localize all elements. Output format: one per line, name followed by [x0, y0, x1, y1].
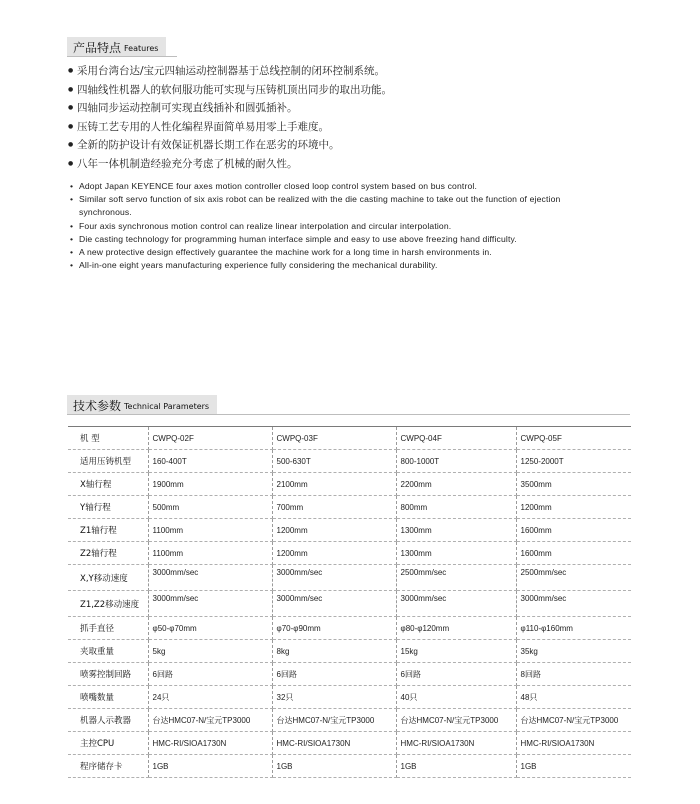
param-value: HMC-RI/SIOA1730N — [516, 732, 631, 755]
feature-cn-item: ● 四轴同步运动控制可实现直线插补和圆弧插补。 — [68, 99, 392, 118]
param-value: HMC-RI/SIOA1730N — [396, 732, 516, 755]
param-value: 1GB — [148, 755, 272, 778]
feature-en-item: • A new protective design effectively guarantee the machine work for a long time in harsh environments in. — [70, 246, 570, 259]
param-value: 台达HMC07-N/宝元TP3000 — [272, 709, 396, 732]
params-row — [68, 686, 631, 709]
param-value: 3000mm/sec — [148, 591, 272, 617]
param-label: 抓手直径 — [68, 617, 148, 640]
param-value: 700mm — [272, 496, 396, 519]
param-value: CWPQ-04F — [396, 427, 516, 450]
param-value: 台达HMC07-N/宝元TP3000 — [148, 709, 272, 732]
param-value: 1250-2000T — [516, 450, 631, 473]
param-value: 2500mm/sec — [516, 565, 631, 591]
params-row — [68, 427, 631, 450]
params-title-en: Technical Parameters — [124, 402, 210, 411]
features-list-en — [70, 180, 570, 272]
params-row — [68, 519, 631, 542]
param-value: φ50-φ70mm — [148, 617, 272, 640]
param-value: 35kg — [516, 640, 631, 663]
param-value: 1GB — [396, 755, 516, 778]
params-row — [68, 663, 631, 686]
param-label: 机器人示教器 — [68, 709, 148, 732]
param-label: X,Y移动速度 — [68, 565, 148, 591]
param-value: 台达HMC07-N/宝元TP3000 — [516, 709, 631, 732]
param-value: 3000mm/sec — [148, 565, 272, 591]
features-tab — [67, 37, 166, 57]
param-label: Z2轴行程 — [68, 542, 148, 565]
feature-en-item: • All-in-one eight years manufacturing experience fully considering the mechanical durability. — [70, 259, 570, 272]
param-label: 夹取重量 — [68, 640, 148, 663]
param-value: 40只 — [396, 686, 516, 709]
feature-en-item: • Similar soft servo function of six axis robot can be realized with the die casting machine to take out the function of ejection synchronous. — [70, 193, 570, 219]
params-row — [68, 450, 631, 473]
param-value: 2200mm — [396, 473, 516, 496]
param-value: CWPQ-05F — [516, 427, 631, 450]
params-row — [68, 542, 631, 565]
params-tab — [67, 395, 217, 415]
param-value: 1300mm — [396, 519, 516, 542]
features-title-cn: 产品特点 — [73, 41, 122, 55]
features-list-cn — [68, 62, 392, 174]
params-row — [68, 565, 631, 591]
param-value: φ80-φ120mm — [396, 617, 516, 640]
params-row — [68, 591, 631, 617]
params-row — [68, 496, 631, 519]
param-value: 1200mm — [516, 496, 631, 519]
param-value: 3000mm/sec — [272, 565, 396, 591]
param-value: 1600mm — [516, 519, 631, 542]
features-title-en: Features — [124, 44, 159, 53]
param-value: 32只 — [272, 686, 396, 709]
param-value: 8回路 — [516, 663, 631, 686]
param-value: 3000mm/sec — [272, 591, 396, 617]
param-value: 15kg — [396, 640, 516, 663]
param-value: 2500mm/sec — [396, 565, 516, 591]
param-label: 程序储存卡 — [68, 755, 148, 778]
feature-cn-item: ● 八年一体机制造经验充分考虑了机械的耐久性。 — [68, 155, 392, 174]
params-table-body — [68, 427, 631, 778]
params-row — [68, 755, 631, 778]
feature-en-item: • Die casting technology for programming human interface simple and easy to use above freezing hand difficulty. — [70, 233, 570, 246]
param-label: X轴行程 — [68, 473, 148, 496]
param-label: 喷嘴数量 — [68, 686, 148, 709]
param-value: φ110-φ160mm — [516, 617, 631, 640]
param-label: 主控CPU — [68, 732, 148, 755]
feature-en-item: • Four axis synchronous motion control can realize linear interpolation and circular interpolation. — [70, 220, 570, 233]
param-label: 机 型 — [68, 427, 148, 450]
param-value: 1200mm — [272, 542, 396, 565]
feature-cn-item: ● 四轴线性机器人的软伺服功能可实现与压铸机顶出同步的取出功能。 — [68, 81, 392, 100]
params-row — [68, 617, 631, 640]
param-value: HMC-RI/SIOA1730N — [272, 732, 396, 755]
param-value: HMC-RI/SIOA1730N — [148, 732, 272, 755]
param-value: 1GB — [272, 755, 396, 778]
param-value: CWPQ-03F — [272, 427, 396, 450]
params-row — [68, 709, 631, 732]
param-value: 1GB — [516, 755, 631, 778]
param-label: Z1,Z2移动速度 — [68, 591, 148, 617]
params-table — [68, 426, 631, 778]
param-label: Y轴行程 — [68, 496, 148, 519]
param-value: φ70-φ90mm — [272, 617, 396, 640]
param-value: 台达HMC07-N/宝元TP3000 — [396, 709, 516, 732]
params-title-cn: 技术参数 — [73, 399, 122, 413]
param-label: 适用压铸机型 — [68, 450, 148, 473]
param-value: 3000mm/sec — [396, 591, 516, 617]
param-label: Z1轴行程 — [68, 519, 148, 542]
params-divider — [67, 414, 630, 415]
param-value: 6回路 — [396, 663, 516, 686]
param-value: 8kg — [272, 640, 396, 663]
param-value: 6回路 — [272, 663, 396, 686]
params-row — [68, 732, 631, 755]
param-value: 24只 — [148, 686, 272, 709]
feature-en-item: • Adopt Japan KEYENCE four axes motion controller closed loop control system based on bus control. — [70, 180, 570, 193]
param-value: 3000mm/sec — [516, 591, 631, 617]
param-value: 1100mm — [148, 542, 272, 565]
param-value: 2100mm — [272, 473, 396, 496]
param-value: 1200mm — [272, 519, 396, 542]
param-value: 160-400T — [148, 450, 272, 473]
param-value: 3500mm — [516, 473, 631, 496]
param-value: 6回路 — [148, 663, 272, 686]
param-value: 500mm — [148, 496, 272, 519]
feature-cn-item: ● 采用台湾台达/宝元四轴运动控制器基于总线控制的闭环控制系统。 — [68, 62, 392, 81]
features-divider — [67, 56, 177, 57]
param-value: CWPQ-02F — [148, 427, 272, 450]
param-value: 1600mm — [516, 542, 631, 565]
param-value: 1900mm — [148, 473, 272, 496]
param-label: 喷雾控制回路 — [68, 663, 148, 686]
param-value: 1100mm — [148, 519, 272, 542]
param-value: 800-1000T — [396, 450, 516, 473]
param-value: 500-630T — [272, 450, 396, 473]
param-value: 5kg — [148, 640, 272, 663]
feature-cn-item: ● 压铸工艺专用的人性化编程界面简单易用零上手难度。 — [68, 118, 392, 137]
param-value: 1300mm — [396, 542, 516, 565]
params-row — [68, 473, 631, 496]
params-row — [68, 640, 631, 663]
feature-cn-item: ● 全新的防护设计有效保证机器长期工作在恶劣的环境中。 — [68, 136, 392, 155]
param-value: 48只 — [516, 686, 631, 709]
param-value: 800mm — [396, 496, 516, 519]
